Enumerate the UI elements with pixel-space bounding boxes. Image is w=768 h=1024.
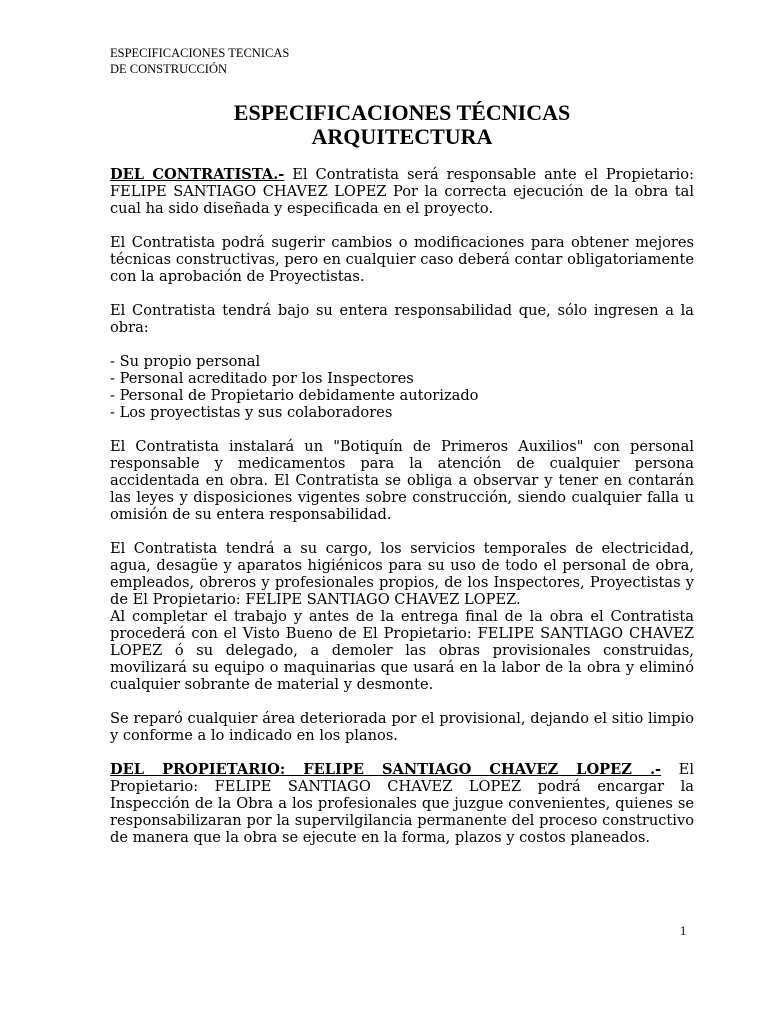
- page-number: 1: [680, 924, 687, 938]
- page-header: [110, 46, 289, 77]
- section-heading-propietario: DEL PROPIETARIO: FELIPE SANTIAGO CHAVEZ LOPEZ .-: [110, 761, 662, 778]
- header-line-1: ESPECIFICACIONES TECNICAS: [110, 46, 290, 60]
- paragraph: Se reparó cualquier área deteriorada por el provisional, dejando el sitio limpio y conforme a lo indicado en los planos.: [110, 710, 694, 744]
- title-line-2: ARQUITECTURA: [311, 124, 493, 149]
- paragraph: El Contratista podrá sugerir cambios o modificaciones para obtener mejores técnicas constructivas, pero en cualquier caso deberá contar obligatoriamente con la aprobación de Proyectistas.: [110, 234, 694, 285]
- title-line-1: ESPECIFICACIONES TÉCNICAS: [233, 100, 571, 125]
- list-item: - Su propio personal: [110, 353, 261, 370]
- header-line-2: DE CONSTRUCCIÓN: [110, 61, 228, 76]
- authorized-personnel-list: [110, 353, 694, 421]
- paragraph: Al completar el trabajo y antes de la entrega final de la obra el Contratista procederá con el Visto Bueno de El Propietario: FELIPE SANTIAGO CHAVEZ LOPEZ ó su delegado, a demoler las obras provisionales construidas, movilizará su equipo o maquinarias que usará en la labor de la obra y eliminó cualquier sobrante de material y desmonte.: [110, 608, 694, 693]
- paragraph: El Contratista tendrá a su cargo, los servicios temporales de electricidad, agua, desagüe y aparatos higiénicos para su uso de todo el personal de obra, empleados, obreros y profesionales propios, de los Inspectores, Proyectistas y de El Propietario: FELIPE SANTIAGO CHAVEZ LOPEZ.: [110, 540, 694, 608]
- document-title: [110, 101, 694, 149]
- list-item: - Personal acreditado por los Inspectores: [110, 370, 414, 387]
- paragraph-text: El Contratista será responsable ante el Propietario: FELIPE SANTIAGO CHAVEZ LOPEZ Por la correcta ejecución de la obra tal cual ha sido diseñada y especificada en el proyecto.: [110, 166, 694, 217]
- document-body: [110, 166, 694, 846]
- contratista-intro-paragraph: [110, 166, 694, 217]
- section-heading-contratista: DEL CONTRATISTA.-: [110, 166, 285, 183]
- paragraph: El Contratista instalará un "Botiquín de Primeros Auxilios" con personal responsable y medicamentos para la atención de cualquier persona accidentada en obra. El Contratista se obliga a observar y tener en contarán las leyes y disposiciones vigentes sobre construcción, siendo cualquier falla u omisión de su entera responsabilidad.: [110, 438, 694, 523]
- list-item: - Personal de Propietario debidamente autorizado: [110, 387, 479, 404]
- list-item: - Los proyectistas y sus colaboradores: [110, 404, 393, 421]
- paragraph-text: El Propietario: FELIPE SANTIAGO CHAVEZ LOPEZ podrá encargar la Inspección de la Obra a los profesionales que juzgue convenientes, quienes se responsabilizaran por la supervilgilancia permanente del proceso constructivo de manera que la obra se ejecute en la forma, plazos y costos planeados.: [110, 761, 694, 846]
- paragraph: El Contratista tendrá bajo su entera responsabilidad que, sólo ingresen a la obra:: [110, 302, 694, 336]
- propietario-intro-paragraph: [110, 761, 694, 846]
